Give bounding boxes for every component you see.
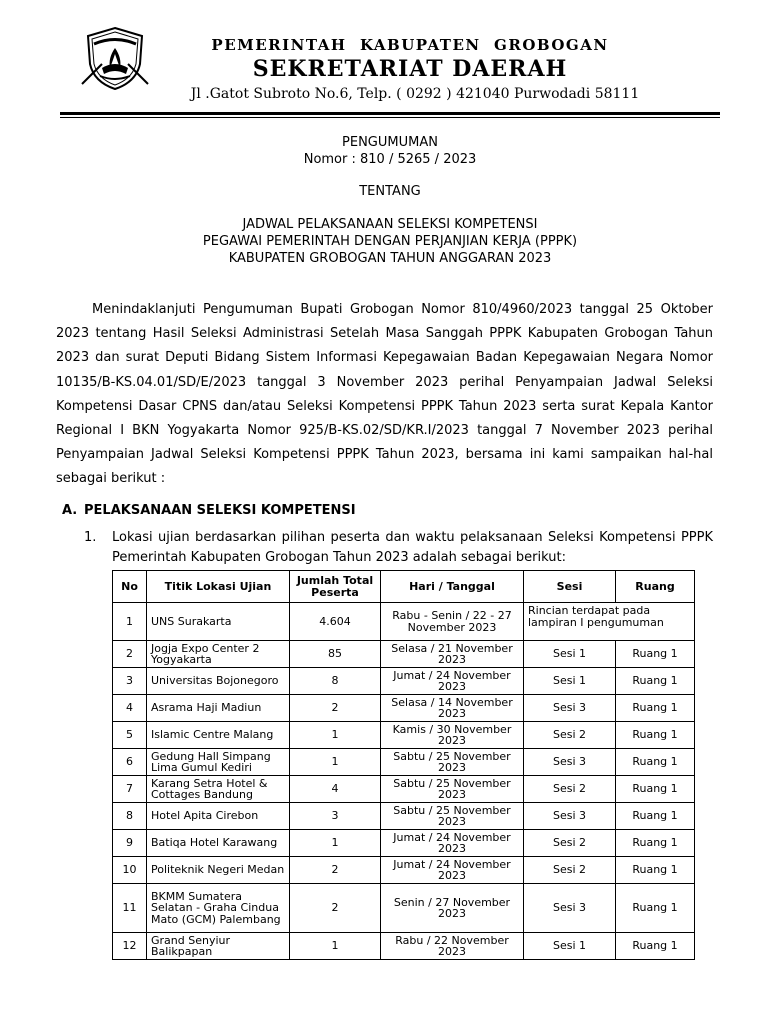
cell-participants: 1 xyxy=(290,722,381,749)
office-address: Jl .Gatot Subroto No.6, Telp. ( 0292 ) 421040 Purwodadi 58111 xyxy=(190,86,640,102)
cell-participants: 2 xyxy=(290,857,381,884)
cell-session: Sesi 2 xyxy=(524,857,616,884)
cell-date: Rabu - Senin / 22 - 27 November 2023 xyxy=(381,603,524,641)
letterhead-rule-thin xyxy=(60,117,720,118)
cell-session: Sesi 1 xyxy=(524,641,616,668)
cell-no: 8 xyxy=(113,803,147,830)
cell-room: Ruang 1 xyxy=(616,749,695,776)
cell-date: Jumat / 24 November 2023 xyxy=(381,668,524,695)
header-location: Titik Lokasi Ujian xyxy=(147,571,290,603)
cell-session: Sesi 2 xyxy=(524,776,616,803)
cell-session: Sesi 3 xyxy=(524,884,616,933)
item-number: 1. xyxy=(84,530,97,545)
cell-location: Grand Senyiur Balikpapan xyxy=(147,933,290,960)
cell-room: Ruang 1 xyxy=(616,933,695,960)
cell-location: Universitas Bojonegoro xyxy=(147,668,290,695)
section-a-letter: A. xyxy=(62,503,78,518)
cell-room: Ruang 1 xyxy=(616,776,695,803)
cell-date: Sabtu / 25 November 2023 xyxy=(381,776,524,803)
cell-room: Ruang 1 xyxy=(616,722,695,749)
cell-date: Jumat / 24 November 2023 xyxy=(381,857,524,884)
cell-date: Selasa / 21 November 2023 xyxy=(381,641,524,668)
cell-no: 10 xyxy=(113,857,147,884)
cell-location: Jogja Expo Center 2 Yogyakarta xyxy=(147,641,290,668)
cell-session: Sesi 3 xyxy=(524,749,616,776)
cell-location: Hotel Apita Cirebon xyxy=(147,803,290,830)
cell-session: Sesi 2 xyxy=(524,830,616,857)
cell-no: 9 xyxy=(113,830,147,857)
cell-location: Gedung Hall Simpang Lima Gumul Kediri xyxy=(147,749,290,776)
cell-room: Ruang 1 xyxy=(616,668,695,695)
cell-session: Sesi 3 xyxy=(524,695,616,722)
table-row xyxy=(113,776,695,803)
cell-date: Kamis / 30 November 2023 xyxy=(381,722,524,749)
subject-line-3: KABUPATEN GROBOGAN TAHUN ANGGARAN 2023 xyxy=(228,251,552,266)
table-row xyxy=(113,933,695,960)
regency-emblem-icon xyxy=(80,24,150,92)
cell-session: Sesi 1 xyxy=(524,668,616,695)
header-session: Sesi xyxy=(524,571,616,603)
opening-paragraph: Menindaklanjuti Pengumuman Bupati Grobogan Nomor 810/4960/2023 tanggal 25 Oktober 2023 tentang Hasil Seleksi Administrasi Setelah Masa Sanggah PPPK Kabupaten Grobogan Tahun 2023 dan surat Deputi Bidang Sistem Informasi Kepegawaian Badan Kepegawaian Negara Nomor 10135/B-KS.04.01/SD/E/2023 tanggal 3 November 2023 perihal Penyampaian Jadwal Seleksi Kompetensi Dasar CPNS dan/atau Seleksi Kompetensi PPPK Tahun 2023 serta surat Kepala Kantor Regional I BKN Yogyakarta Nomor 925/B-KS.02/SD/KR.I/2023 tanggal 7 November 2023 perihal Penyampaian Jadwal Seleksi Kompetensi PPPK Tahun 2023, bersama ini kami sampaikan hal-hal sebagai berikut : xyxy=(56,302,713,487)
subject-line-1: JADWAL PELAKSANAAN SELEKSI KOMPETENSI xyxy=(242,217,538,232)
schedule-table xyxy=(112,570,695,960)
cell-participants: 85 xyxy=(290,641,381,668)
cell-session: Sesi 3 xyxy=(524,803,616,830)
cell-location: Islamic Centre Malang xyxy=(147,722,290,749)
table-row xyxy=(113,641,695,668)
cell-session: Sesi 1 xyxy=(524,933,616,960)
table-row xyxy=(113,749,695,776)
office-name: SEKRETARIAT DAERAH xyxy=(252,56,568,82)
cell-no: 11 xyxy=(113,884,147,933)
cell-participants: 1 xyxy=(290,933,381,960)
cell-room: Ruang 1 xyxy=(616,884,695,933)
cell-room: Ruang 1 xyxy=(616,857,695,884)
header-date: Hari / Tanggal xyxy=(381,571,524,603)
cell-location: Karang Setra Hotel & Cottages Bandung xyxy=(147,776,290,803)
cell-no: 12 xyxy=(113,933,147,960)
cell-no: 2 xyxy=(113,641,147,668)
cell-date: Selasa / 14 November 2023 xyxy=(381,695,524,722)
cell-participants: 2 xyxy=(290,695,381,722)
cell-no: 4 xyxy=(113,695,147,722)
cell-date: Sabtu / 25 November 2023 xyxy=(381,803,524,830)
cell-date: Sabtu / 25 November 2023 xyxy=(381,749,524,776)
announcement-about: TENTANG xyxy=(359,184,421,199)
table-row xyxy=(113,603,695,641)
cell-participants: 1 xyxy=(290,749,381,776)
subject-line-2: PEGAWAI PEMERINTAH DENGAN PERJANJIAN KERJA (PPPK) xyxy=(202,234,578,249)
cell-participants: 1 xyxy=(290,830,381,857)
table-row xyxy=(113,857,695,884)
header-participants: Jumlah Total Peserta xyxy=(290,571,381,603)
cell-location: BKMM Sumatera Selatan - Graha Cindua Mato (GCM) Palembang xyxy=(147,884,290,933)
cell-participants: 4 xyxy=(290,776,381,803)
table-row xyxy=(113,722,695,749)
cell-participants: 2 xyxy=(290,884,381,933)
government-name: PEMERINTAH KABUPATEN GROBOGAN xyxy=(211,36,609,54)
cell-participants: 4.604 xyxy=(290,603,381,641)
cell-location: Asrama Haji Madiun xyxy=(147,695,290,722)
cell-no: 1 xyxy=(113,603,147,641)
cell-room: Ruang 1 xyxy=(616,641,695,668)
table-row xyxy=(113,884,695,933)
table-header-row xyxy=(113,571,695,603)
table-row xyxy=(113,695,695,722)
cell-room: Ruang 1 xyxy=(616,830,695,857)
cell-session-room-note: Rincian terdapat pada lampiran I pengumuman xyxy=(524,603,695,641)
table-row xyxy=(113,803,695,830)
announcement-title: PENGUMUMAN xyxy=(342,135,438,150)
cell-no: 7 xyxy=(113,776,147,803)
cell-location: Politeknik Negeri Medan xyxy=(147,857,290,884)
header-room: Ruang xyxy=(616,571,695,603)
letterhead-rule-thick xyxy=(60,112,720,115)
cell-location: Batiqa Hotel Karawang xyxy=(147,830,290,857)
cell-participants: 8 xyxy=(290,668,381,695)
table-row xyxy=(113,668,695,695)
cell-date: Senin / 27 November 2023 xyxy=(381,884,524,933)
cell-no: 3 xyxy=(113,668,147,695)
cell-participants: 3 xyxy=(290,803,381,830)
cell-date: Jumat / 24 November 2023 xyxy=(381,830,524,857)
cell-session: Sesi 2 xyxy=(524,722,616,749)
cell-location: UNS Surakarta xyxy=(147,603,290,641)
section-a-title: PELAKSANAAN SELEKSI KOMPETENSI xyxy=(84,503,356,518)
table-row xyxy=(113,830,695,857)
announcement-number: Nomor : 810 / 5265 / 2023 xyxy=(303,152,477,167)
section-a-heading xyxy=(62,503,356,518)
cell-date: Rabu / 22 November 2023 xyxy=(381,933,524,960)
cell-no: 5 xyxy=(113,722,147,749)
cell-no: 6 xyxy=(113,749,147,776)
cell-room: Ruang 1 xyxy=(616,695,695,722)
cell-room: Ruang 1 xyxy=(616,803,695,830)
header-no: No xyxy=(113,571,147,603)
item-text: Lokasi ujian berdasarkan pilihan peserta dan waktu pelaksanaan Seleksi Kompetensi PPPK Pemerintah Kabupaten Grobogan Tahun 2023 adalah sebagai berikut: xyxy=(112,530,713,565)
